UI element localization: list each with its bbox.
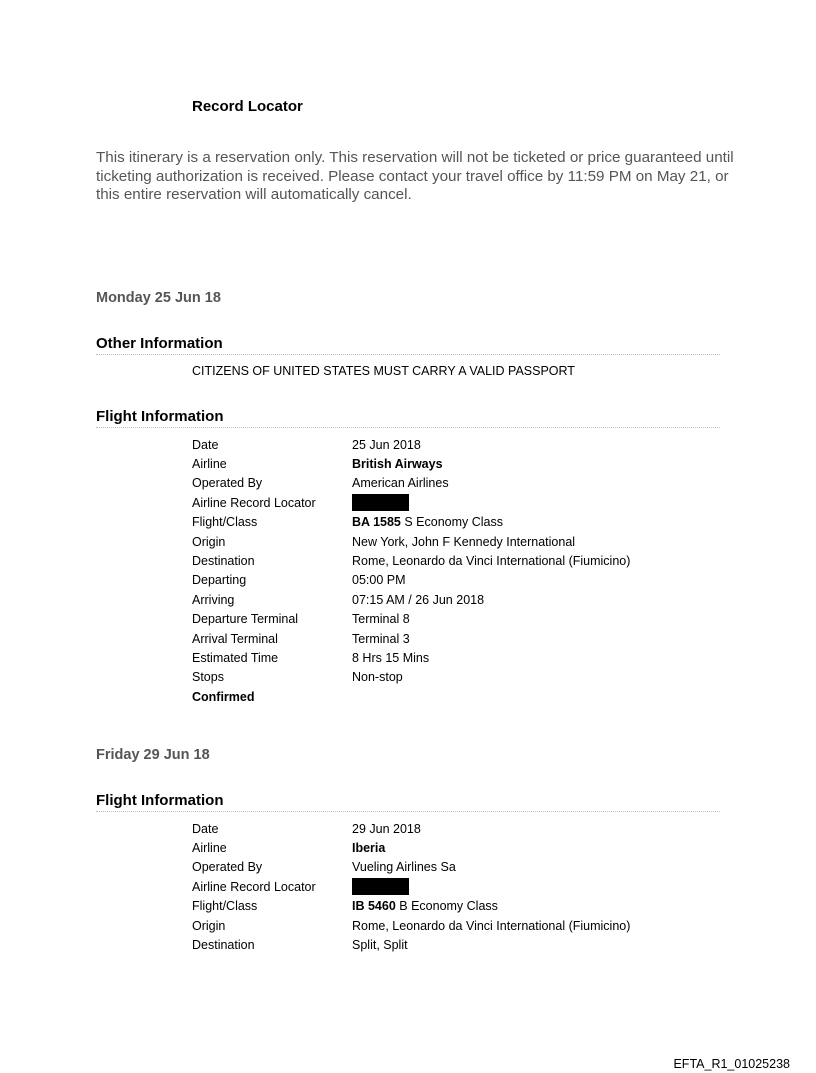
detail-row	[192, 935, 720, 954]
operated-by-value: American Airlines	[352, 476, 449, 491]
origin-value: Rome, Leonardo da Vinci International (Fiumicino)	[352, 918, 631, 933]
detail-row	[192, 590, 720, 609]
redaction-box	[352, 494, 409, 511]
departure-terminal-label: Departure Terminal	[192, 612, 299, 627]
detail-row	[192, 513, 720, 532]
detail-row	[192, 819, 720, 838]
day-heading-2: Friday 29 Jun 18	[96, 747, 210, 763]
document-id: EFTA_R1_01025238	[673, 1057, 790, 1071]
record-locator-label: Airline Record Locator	[192, 495, 316, 510]
detail-row	[192, 435, 720, 454]
detail-row	[192, 838, 720, 857]
status-confirmed: Confirmed	[192, 689, 255, 704]
date-label: Date	[192, 437, 219, 452]
detail-row	[192, 629, 720, 648]
detail-row	[192, 571, 720, 590]
day-heading-1: Monday 25 Jun 18	[96, 290, 221, 306]
flight-class-label: Flight/Class	[192, 899, 258, 914]
other-information-title: Other Information	[96, 335, 720, 355]
stops-value: Non-stop	[352, 670, 403, 685]
flight-details-1	[192, 435, 720, 706]
flight-number: BA 1585	[352, 515, 401, 530]
detail-row	[192, 897, 720, 916]
date-value: 25 Jun 2018	[352, 437, 421, 452]
estimated-time-label: Estimated Time	[192, 650, 279, 665]
operated-by-label: Operated By	[192, 476, 263, 491]
flight-class-label: Flight/Class	[192, 515, 258, 530]
other-information-section	[96, 335, 720, 378]
fare-class: B Economy Class	[399, 899, 498, 914]
departing-value: 05:00 PM	[352, 573, 406, 588]
detail-row	[192, 532, 720, 551]
detail-row	[192, 916, 720, 935]
arriving-label: Arriving	[192, 592, 235, 607]
operated-by-value: Vueling Airlines Sa	[352, 860, 456, 875]
passport-notice: CITIZENS OF UNITED STATES MUST CARRY A VALID PASSPORT	[192, 364, 575, 378]
arrival-terminal-label: Arrival Terminal	[192, 631, 278, 646]
airline-value: Iberia	[352, 841, 386, 856]
departing-label: Departing	[192, 573, 247, 588]
fare-class: S Economy Class	[404, 515, 504, 530]
airline-value: British Airways	[352, 457, 443, 472]
destination-label: Destination	[192, 938, 255, 953]
arrival-terminal-value: Terminal 3	[352, 631, 410, 646]
date-label: Date	[192, 821, 219, 836]
departure-terminal-value: Terminal 8	[352, 612, 410, 627]
origin-label: Origin	[192, 534, 226, 549]
detail-row	[192, 454, 720, 473]
detail-row	[192, 668, 720, 687]
destination-value: Split, Split	[352, 938, 408, 953]
record-locator-label: Airline Record Locator	[192, 879, 316, 894]
estimated-time-value: 8 Hrs 15 Mins	[352, 650, 430, 665]
airline-label: Airline	[192, 457, 227, 472]
arriving-value: 07:15 AM / 26 Jun 2018	[352, 592, 485, 607]
flight-number: IB 5460	[352, 899, 396, 914]
date-value: 29 Jun 2018	[352, 821, 421, 836]
flight-information-section-2	[96, 792, 720, 955]
origin-value: New York, John F Kennedy International	[352, 534, 576, 549]
redaction-box	[352, 878, 409, 895]
airline-label: Airline	[192, 841, 227, 856]
operated-by-label: Operated By	[192, 860, 263, 875]
flight-information-section-1	[96, 408, 720, 706]
detail-row	[192, 610, 720, 629]
origin-label: Origin	[192, 918, 226, 933]
destination-value: Rome, Leonardo da Vinci International (Fiumicino)	[352, 554, 631, 569]
record-locator-title: Record Locator	[192, 98, 303, 115]
detail-row	[192, 877, 720, 896]
detail-row	[192, 474, 720, 493]
detail-row	[192, 648, 720, 667]
detail-row	[192, 858, 720, 877]
flight-information-title: Flight Information	[96, 408, 720, 428]
detail-row	[192, 493, 720, 512]
destination-label: Destination	[192, 554, 255, 569]
detail-row	[192, 687, 720, 706]
flight-information-title: Flight Information	[96, 792, 720, 812]
stops-label: Stops	[192, 670, 224, 685]
detail-row	[192, 551, 720, 570]
reservation-notice: This itinerary is a reservation only. This reservation will not be ticketed or price guaranteed until ticketing authorization is received. Please contact your travel office by 11:59 PM on May 21, or this entire reservation will automatically cancel.	[96, 149, 734, 203]
flight-details-2	[192, 819, 720, 955]
